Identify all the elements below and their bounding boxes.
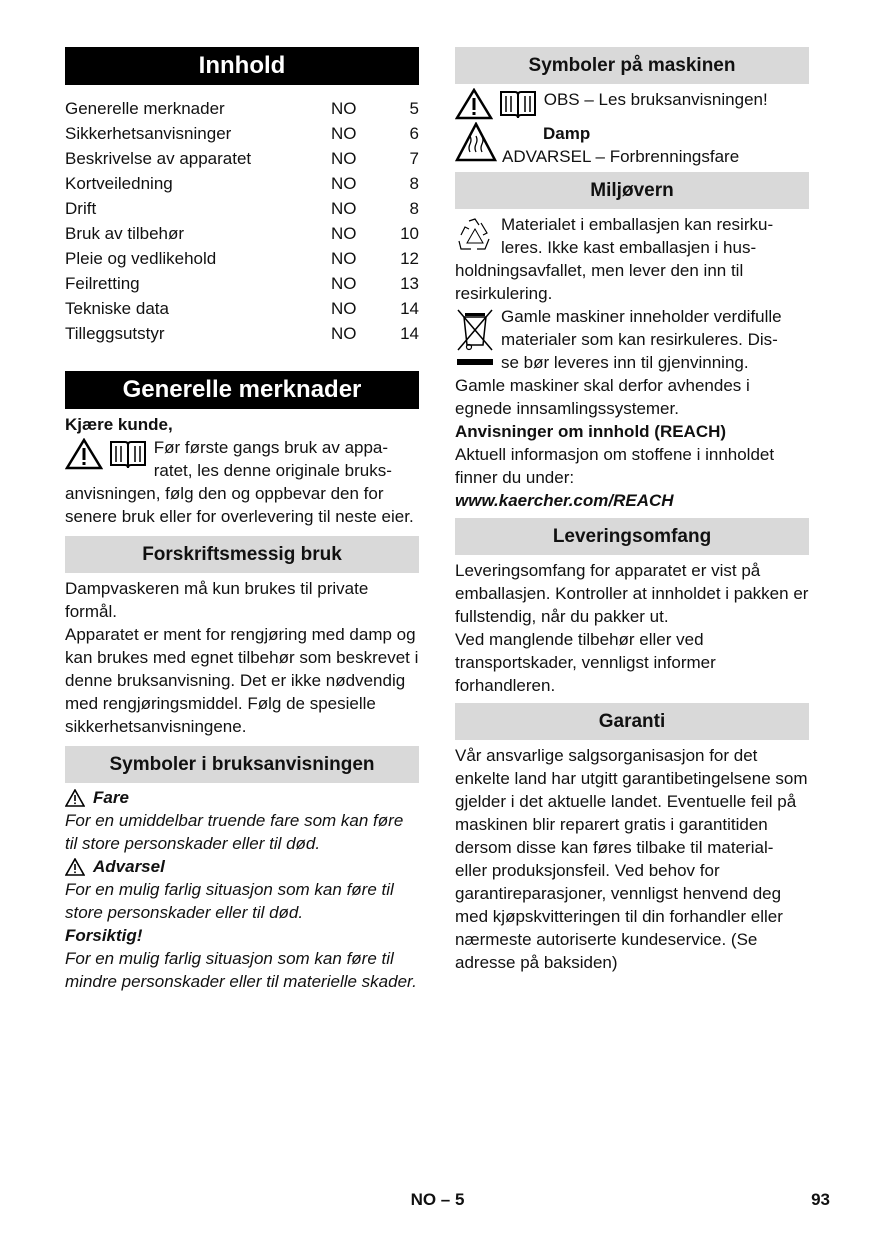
warning-triangle-icon xyxy=(65,858,85,876)
warning-triangle-icon xyxy=(455,88,493,120)
toc-item[interactable]: Drift NO 8 xyxy=(65,199,419,218)
warning-label: Advarsel xyxy=(93,857,165,876)
warranty-text: Vår ansvarlige salgsorganisasjon for det enkelte land har utgitt garantibetingelsene som gjelder i det aktuelle landet. Eventuelle feil på maskinen blir reparert gratis i garantitiden dersom disse kan føres tilbake til material- eller produksjonsfeil. Ved behov for garantireparasjoner, vennligst henvend deg med kjøpskvitteringen til din forhandler eller nærmeste autoriserte kundeservice. (Se adresse på baksiden) xyxy=(455,746,808,972)
toc-item[interactable]: Tilleggsutstyr NO 14 xyxy=(65,324,419,343)
danger-label-row xyxy=(65,786,419,809)
general-intro-rest: anvisningen, følg den og oppbevar den for senere bruk eller for overlevering til neste eier. xyxy=(65,484,414,526)
reach-text: Aktuell informasjon om stoffene i innholdet finner du under: xyxy=(455,445,775,487)
weee-rest: Gamle maskiner skal derfor avhendes i egnede innsamlingssystemer. xyxy=(455,376,750,418)
toc-item[interactable]: Sikkerhetsanvisninger NO 6 xyxy=(65,124,419,143)
environment-heading: Miljøvern xyxy=(455,172,809,209)
warranty-heading: Garanti xyxy=(455,703,809,740)
general-icons xyxy=(65,438,148,470)
obs-row xyxy=(455,88,809,120)
open-book-icon xyxy=(108,438,148,470)
general-intro-line-2: ratet, les denne originale bruks- xyxy=(153,461,392,480)
footer-section-label: NO – 5 xyxy=(410,1190,465,1209)
left-column xyxy=(65,47,419,993)
steam-row xyxy=(455,122,809,168)
recycle-line-2: leres. Ikke kast emballasjen i hus- xyxy=(501,238,757,257)
hot-steam-icon xyxy=(455,122,497,162)
recycle-rest: holdningsavfallet, men lever den inn til resirkulering. xyxy=(455,261,744,303)
warning-text: For en mulig farlig situasjon som kan føre til store personskader eller til død. xyxy=(65,880,394,922)
weee-line-2: materialer som kan resirkuleres. Dis- xyxy=(501,330,778,349)
danger-label: Fare xyxy=(93,788,129,807)
toc-item[interactable]: Pleie og vedlikehold NO 12 xyxy=(65,249,419,268)
recycle-icon xyxy=(455,215,495,255)
general-heading: Generelle merknader xyxy=(65,371,419,409)
machine-symbols-heading: Symboler på maskinen xyxy=(455,47,809,84)
steam-text-block xyxy=(502,122,739,168)
obs-text: OBS – Les bruksanvisningen! xyxy=(543,90,768,109)
toc-item[interactable]: Bruk av tilbehør NO 10 xyxy=(65,224,419,243)
recycle-line-1: Materialet i emballasjen kan resirku- xyxy=(501,215,774,234)
right-column xyxy=(455,47,809,974)
reach-url-link[interactable]: www.kaercher.com/REACH xyxy=(455,491,674,510)
toc-item[interactable]: Kortveiledning NO 8 xyxy=(65,174,419,193)
open-book-icon xyxy=(498,88,538,120)
delivery-p2: Ved manglende tilbehør eller ved transportskader, vennligst informer forhandleren. xyxy=(455,630,716,695)
greeting: Kjære kunde, xyxy=(65,415,173,434)
intended-use-p1: Dampvaskeren må kun brukes til private formål. xyxy=(65,579,369,621)
general-intro-line-1: Før første gangs bruk av appa- xyxy=(153,438,389,457)
caution-text: For en mulig farlig situasjon som kan føre til mindre personskader eller til materielle skader. xyxy=(65,949,417,991)
danger-text: For en umiddelbar truende fare som kan føre til store personskader eller til død. xyxy=(65,811,404,853)
caution-label: Forsiktig! xyxy=(65,926,143,945)
toc-heading: Innhold xyxy=(65,47,419,85)
delivery-p1: Leveringsomfang for apparatet er vist på emballasjen. Kontroller at innholdet i pakken er fullstendig, når du pakker ut. xyxy=(455,561,809,626)
weee-line-1: Gamle maskiner inneholder verdifulle xyxy=(501,307,782,326)
weee-line-3: se bør leveres inn til gjenvinning. xyxy=(501,353,749,372)
warning-triangle-icon xyxy=(65,438,103,470)
toc-item[interactable]: Tekniske data NO 14 xyxy=(65,299,419,318)
manual-symbols-heading: Symboler i bruksanvisningen xyxy=(65,746,419,783)
delivery-heading: Leveringsomfang xyxy=(455,518,809,555)
steam-text: ADVARSEL – Forbrenningsfare xyxy=(502,147,740,166)
obs-icons xyxy=(455,88,538,120)
toc-item[interactable]: Feilretting NO 13 xyxy=(65,274,419,293)
toc-list xyxy=(65,96,419,346)
steam-label: Damp xyxy=(543,124,591,143)
intended-use-p2: Apparatet er ment for rengjøring med damp og kan brukes med egnet tilbehør som beskrevet i denne bruksanvisning. Det er ikke nødvendig med rengjøringsmiddel. Følg de spesielle sikkerhetsanvisningene. xyxy=(65,625,419,736)
warning-label-row xyxy=(65,855,419,878)
toc-item[interactable]: Beskrivelse av apparatet NO 7 xyxy=(65,149,419,168)
crossed-bin-icon xyxy=(455,307,495,371)
reach-heading: Anvisninger om innhold (REACH) xyxy=(455,422,727,441)
warning-triangle-icon xyxy=(65,789,85,807)
intended-use-heading: Forskriftsmessig bruk xyxy=(65,536,419,573)
footer-page-number: 93 xyxy=(811,1190,830,1209)
toc-item[interactable]: Generelle merknader NO 5 xyxy=(65,99,419,118)
